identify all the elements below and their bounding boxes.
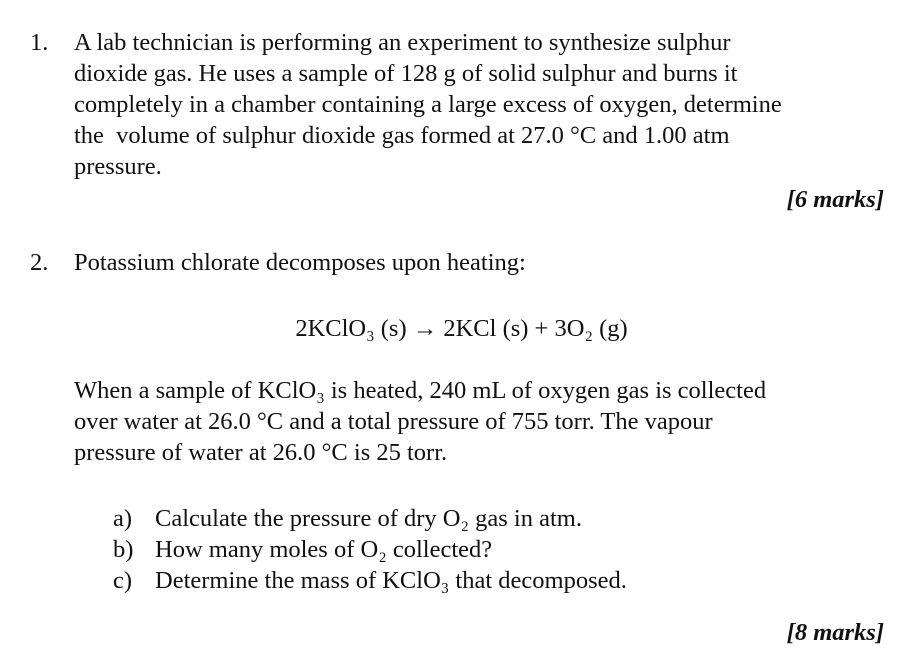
question-line: over water at 26.0 °C and a total pressure of 755 torr. The vapour (74, 408, 713, 435)
marks-label: [6 marks] (786, 186, 884, 213)
question-line: When a sample of KClO₃ is heated, 240 mL of oxygen gas is collected (74, 377, 767, 404)
question-body (74, 27, 884, 182)
chemical-equation: 2KClO₃ (s) → 2KCl (s) + 3O₂ (g) (295, 315, 628, 342)
question-intro: Potassium chlorate decomposes upon heating: (74, 249, 526, 276)
subquestion-a (113, 503, 873, 534)
question-line: completely in a chamber containing a large excess of oxygen, determine (74, 91, 782, 118)
question-line: the volume of sulphur dioxide gas formed at 27.0 °C and 1.00 atm (74, 122, 730, 149)
subquestion-text: Calculate the pressure of dry O₂ gas in atm. (155, 505, 582, 532)
question-line: dioxide gas. He uses a sample of 128 g of solid sulphur and burns it (74, 60, 738, 87)
subquestion-label: a) (113, 505, 133, 532)
subquestion-b (113, 534, 873, 565)
subquestion-c (113, 565, 873, 596)
question-line: pressure. (74, 153, 162, 180)
question-number: 1. (30, 29, 49, 56)
question-number: 2. (30, 249, 49, 276)
subquestion-text: Determine the mass of KClO₃ that decomposed. (155, 567, 627, 594)
question-line: A lab technician is performing an experiment to synthesize sulphur (74, 29, 731, 56)
marks-label: [8 marks] (786, 619, 884, 646)
subquestion-label: c) (113, 567, 133, 594)
subquestion-text: How many moles of O₂ collected? (155, 536, 493, 563)
subquestion-label: b) (113, 536, 134, 563)
question-line: pressure of water at 26.0 °C is 25 torr. (74, 439, 448, 466)
question-body (74, 375, 884, 468)
